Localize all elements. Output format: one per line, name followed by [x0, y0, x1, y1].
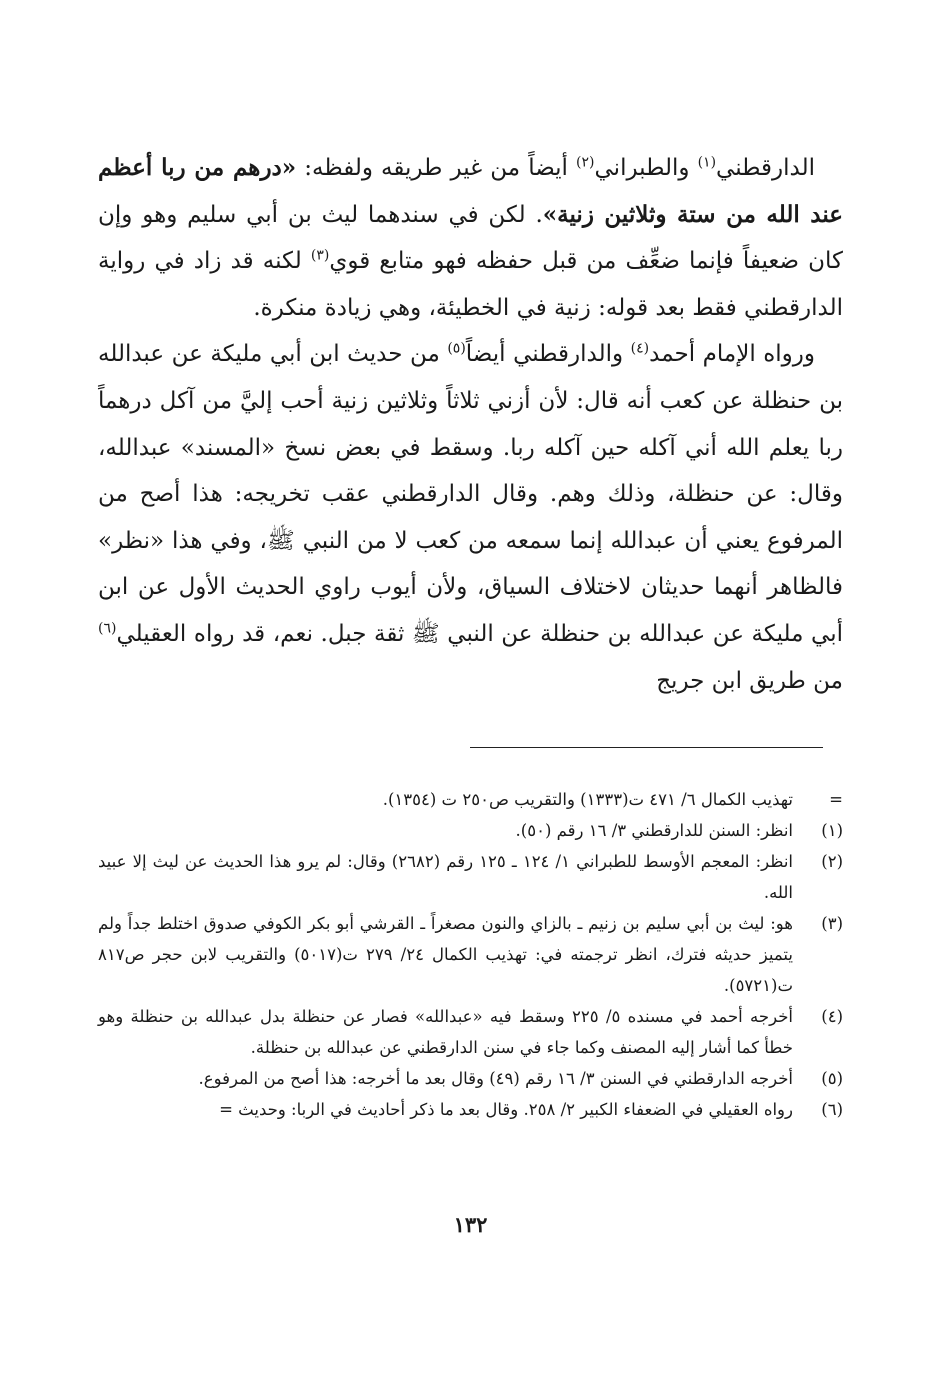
text-run: الدارقطني	[716, 155, 815, 181]
footnote-number: (٦)	[821, 1100, 843, 1119]
footnote-number: (٥)	[821, 1069, 843, 1088]
text-run: لكنه قد زاد في رواية الدارقطني فقط بعد قوله: زنية في الخطيئة، وهي زيادة منكرة.	[98, 248, 843, 321]
footnote-3	[98, 908, 843, 1001]
footnote-number: =	[829, 790, 843, 809]
text-run: والطبراني	[594, 155, 698, 181]
hadith-quote: «درهم من ربا أعظم عند الله من ستة وثلاثين زنية»	[98, 154, 843, 228]
footnote-number: (١)	[821, 821, 843, 840]
footnote-text: أخرجه أحمد في مسنده ٥/ ٢٢٥ وسقط فيه «عبدالله» فصار عن حنظلة بدل عبدالله بن حنظلة وهو خطأ كما أشار إليه المصنف وكما جاء في سنن الدارقطني عن عبدالله بن حنظلة.	[98, 1007, 793, 1057]
page-number: ١٣٢	[453, 1212, 488, 1237]
footnote-number: (٤)	[821, 1007, 843, 1026]
footnotes	[98, 784, 843, 1125]
footnote-4	[98, 1001, 843, 1063]
footnote-ref-4: (٤)	[630, 340, 650, 357]
footnote-5	[98, 1063, 843, 1094]
footnote-ref-5: (٥)	[447, 340, 466, 357]
footnote-ref-2: (٢)	[576, 154, 595, 171]
footnote-separator	[470, 747, 823, 748]
footnote-2	[98, 846, 843, 908]
text-run: . لكن في سندهما ليث بن أبي سليم وهو وإن كان ضعيفاً فإنما ضعِّف من قبل حفظه فهو متابع قوي	[98, 201, 843, 275]
paragraph-2	[98, 331, 843, 704]
text-run: أيضاً من غير طريقه ولفظه:	[296, 155, 577, 181]
footnote-ref-1: (١)	[697, 154, 717, 171]
footnote-continuation	[98, 784, 843, 815]
footnote-ref-6: (٦)	[98, 620, 117, 637]
footnote-text: انظر: السنن للدارقطني ٣/ ١٦ رقم (٥٠).	[515, 821, 793, 840]
text-run: من طريق ابن جريج	[656, 667, 843, 694]
text-run: والدارقطني أيضاً	[465, 341, 631, 368]
main-text	[98, 145, 843, 704]
footnote-text: هو: ليث بن أبي سليم بن زنيم ـ بالزاي والنون مصغراً ـ القرشي أبو بكر الكوفي صدوق اختلط جداً ولم يتميز حديثه فترك، انظر ترجمته في: تهذيب الكمال ٢٤/ ٢٧٩ ت(٥٠١٧) والتقريب لابن حجر ص٨١٧ ت(٥٧٢١).	[98, 914, 793, 995]
text-run: ورواه الإمام أحمد	[649, 341, 816, 368]
footnote-text: رواه العقيلي في الضعفاء الكبير ٢/ ٢٥٨. وقال بعد ما ذكر أحاديث في الربا: وحديث =	[219, 1100, 793, 1119]
footnote-ref-3: (٣)	[310, 247, 330, 264]
paragraph-1	[98, 145, 843, 331]
footnote-text: أخرجه الدارقطني في السنن ٣/ ١٦ رقم (٤٩) وقال بعد ما أخرجه: هذا أصح من المرفوع.	[198, 1069, 793, 1088]
footnote-number: (٢)	[821, 852, 843, 871]
text-run: من حديث ابن أبي مليكة عن عبدالله بن حنظلة عن كعب أنه قال: لأن أزني ثلاثاً وثلاثين زنية أحب إليَّ من آكل درهماً ربا يعلم الله أني آكله حين آكله ربا. وسقط في بعض نسخ «المسند» عبدالله، وقال: عن حنظلة، وذلك وهم. وقال الدارقطني عقب تخريجه: هذا أصح من المرفوع يعني أن عبدالله إنما سمعه من كعب لا من النبي ﷺ، وفي هذا «نظر» فالظاهر أنهما حديثان لاختلاف السياق، ولأن أيوب راوي الحديث الأول عن ابن أبي مليكة عن عبدالله بن حنظلة عن النبي ﷺ ثقة جبل. نعم، قد رواه العقيلي	[98, 341, 843, 647]
footnote-text: تهذيب الكمال ٦/ ٤٧١ ت(١٣٣٣) والتقريب ص٢٥٠ ت (١٣٥٤).	[382, 790, 793, 809]
footnote-1	[98, 815, 843, 846]
footnote-6	[98, 1094, 843, 1125]
footnote-text: انظر: المعجم الأوسط للطبراني ١/ ١٢٤ ـ ١٢٥ رقم (٢٦٨٢) وقال: لم يرو هذا الحديث عن ليث إلا عبيد الله.	[98, 852, 793, 902]
footnote-number: (٣)	[821, 914, 843, 933]
